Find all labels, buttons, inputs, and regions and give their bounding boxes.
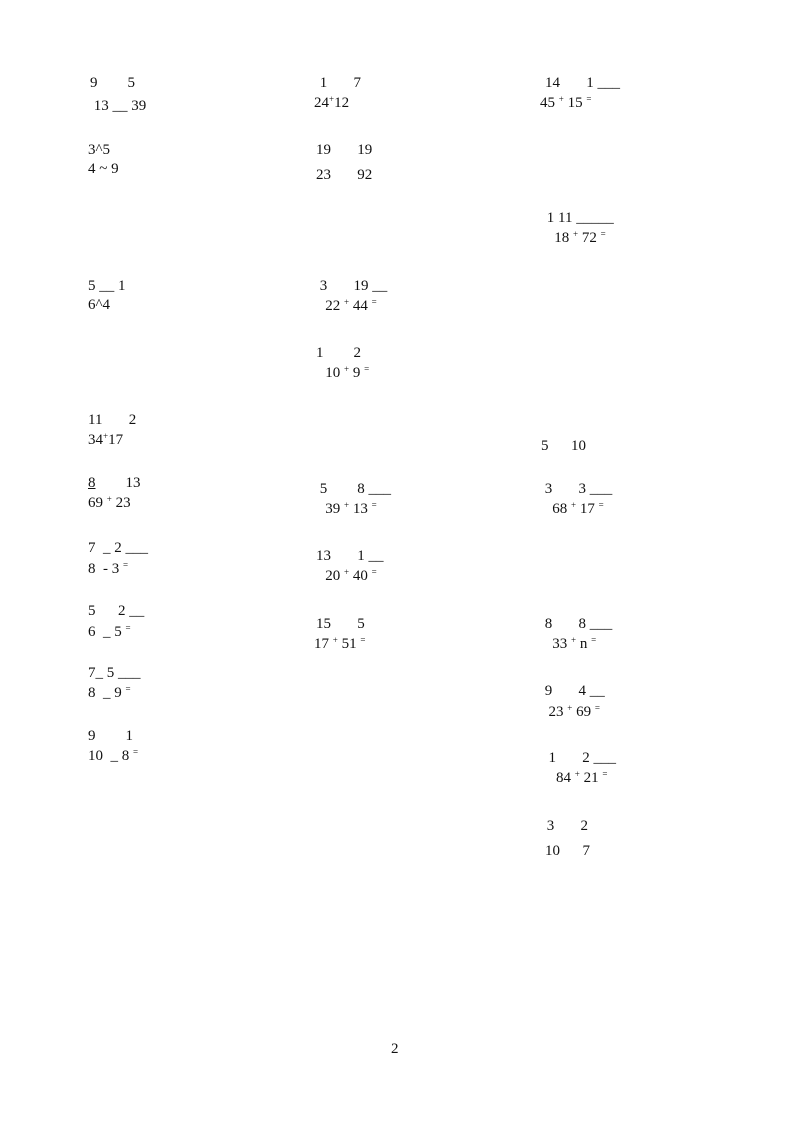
underlined-numerator: 8: [88, 475, 96, 491]
plus-sign: +: [344, 297, 350, 307]
plus-sign: +: [571, 635, 577, 645]
numerator-rest: 13: [95, 475, 141, 491]
plus-sign: +: [344, 364, 350, 374]
problem-bottom-line: 23 92: [316, 167, 373, 183]
problem-bottom-line: [543, 230, 606, 246]
problem-bottom-line: [314, 636, 365, 652]
problem-top-line: 3 19 __: [316, 278, 388, 294]
problem-bottom-line: [314, 298, 377, 314]
problem-top-line: 1 2 ___: [541, 750, 616, 766]
problem-top-line: 15 5: [316, 616, 365, 632]
problem-bottom-line: [314, 95, 349, 111]
problem-bottom-line: 13 __ 39: [90, 98, 147, 114]
equals-sign: =: [125, 623, 131, 633]
problem-bottom-line: [540, 95, 591, 111]
term-a: 20: [314, 568, 344, 584]
term-b: 21: [579, 770, 603, 786]
problem-bottom-line: [88, 685, 131, 701]
term-b: n: [576, 636, 592, 652]
equals-sign: =: [371, 500, 377, 510]
problem-top-line: 19 19: [316, 142, 373, 158]
term-a: 24: [314, 95, 329, 111]
problem-top-line: 5 2 __: [88, 603, 145, 619]
problem-bottom-line: 10 7: [545, 843, 590, 859]
term-a: 22: [314, 298, 344, 314]
term-a: 17: [314, 636, 333, 652]
equals-sign: =: [594, 703, 600, 713]
problem-top-line: 3 2: [543, 818, 588, 834]
problem-top-line: 13 1 __: [316, 548, 384, 564]
problem-top-line: 7 _ 2 ___: [88, 540, 148, 556]
term-a: 8 _ 9: [88, 685, 126, 701]
problem-bottom-line: [541, 501, 604, 517]
problem-top-line: [88, 476, 141, 491]
plus-sign: +: [103, 431, 109, 441]
term-a: 23: [541, 704, 568, 720]
equals-sign: =: [133, 747, 139, 757]
problem-top-line: 5 8 ___: [316, 481, 391, 497]
problem-top-line: 3^5: [88, 142, 111, 158]
problem-bottom-line: 6^4: [88, 297, 111, 313]
equals-sign: =: [598, 500, 604, 510]
problem-top-line: 9 4 __: [541, 683, 605, 699]
problem-top-line: 1 7: [316, 75, 361, 91]
equals-sign: =: [371, 297, 377, 307]
equals-sign: =: [591, 635, 597, 645]
problem-bottom-line: [541, 770, 607, 786]
problem-bottom-line: [541, 636, 596, 652]
term-a: 8 - 3: [88, 561, 123, 577]
problem-bottom-line: [541, 704, 600, 720]
problem-top-line: 9 1: [88, 728, 133, 744]
term-a: 18: [543, 230, 573, 246]
plus-sign: +: [567, 703, 573, 713]
problem-top-line: 1 2: [316, 345, 361, 361]
problem-top-line: 3 3 ___: [541, 481, 613, 497]
term-b: 9: [349, 365, 365, 381]
term-a: 33: [541, 636, 571, 652]
term-b: 15: [563, 95, 587, 111]
problem-top-line: 1 11 _____: [543, 210, 614, 226]
term-b: 44: [349, 298, 372, 314]
term-b: 17: [108, 432, 124, 448]
term-b: 13: [349, 501, 372, 517]
plus-sign: +: [558, 94, 564, 104]
problem-top-line: 7_ 5 ___: [88, 665, 141, 681]
term-b: 12: [334, 95, 350, 111]
term-b: 23: [111, 495, 131, 511]
plus-sign: +: [329, 94, 335, 104]
problem-bottom-line: [314, 365, 369, 381]
term-a: 10: [314, 365, 344, 381]
term-a: 84: [541, 770, 575, 786]
equals-sign: =: [123, 560, 129, 570]
plus-sign: +: [106, 494, 112, 504]
equals-sign: =: [371, 567, 377, 577]
problem-bottom-line: [314, 501, 377, 517]
equals-sign: =: [364, 364, 370, 374]
plus-sign: +: [571, 500, 577, 510]
problem-bottom-line: 4 ~ 9: [88, 161, 119, 177]
plus-sign: +: [573, 229, 579, 239]
problem-bottom-line: [88, 432, 123, 448]
equals-sign: =: [125, 684, 131, 694]
problem-top-line: 11 2: [88, 412, 137, 428]
term-a: 45: [540, 95, 559, 111]
problem-bottom-line: [88, 624, 131, 640]
problem-bottom-line: [88, 495, 131, 511]
plus-sign: +: [344, 567, 350, 577]
problem-top-line: 8 8 ___: [541, 616, 613, 632]
problem-top-line: 14 1 ___: [545, 75, 620, 91]
term-a: 6 _ 5: [88, 624, 126, 640]
problem-top-line: 9 5: [90, 75, 135, 91]
term-a: 34: [88, 432, 103, 448]
term-b: 40: [349, 568, 372, 584]
term-a: 10 _ 8: [88, 748, 133, 764]
plus-sign: +: [332, 635, 338, 645]
term-b: 17: [576, 501, 599, 517]
plus-sign: +: [344, 500, 350, 510]
problem-top-line: 5 10: [541, 438, 586, 454]
equals-sign: =: [586, 94, 592, 104]
equals-sign: =: [600, 229, 606, 239]
term-b: 51: [337, 636, 361, 652]
problem-bottom-line: [88, 748, 138, 764]
term-a: 69: [88, 495, 107, 511]
term-a: 68: [541, 501, 571, 517]
problem-bottom-line: [314, 568, 377, 584]
term-b: 72: [578, 230, 601, 246]
problem-top-line: 5 __ 1: [88, 278, 126, 294]
term-a: 39: [314, 501, 344, 517]
term-b: 69: [572, 704, 595, 720]
plus-sign: +: [574, 769, 580, 779]
equals-sign: =: [360, 635, 366, 645]
equals-sign: =: [602, 769, 608, 779]
page-number: 2: [391, 1041, 399, 1057]
problem-bottom-line: [88, 561, 128, 577]
